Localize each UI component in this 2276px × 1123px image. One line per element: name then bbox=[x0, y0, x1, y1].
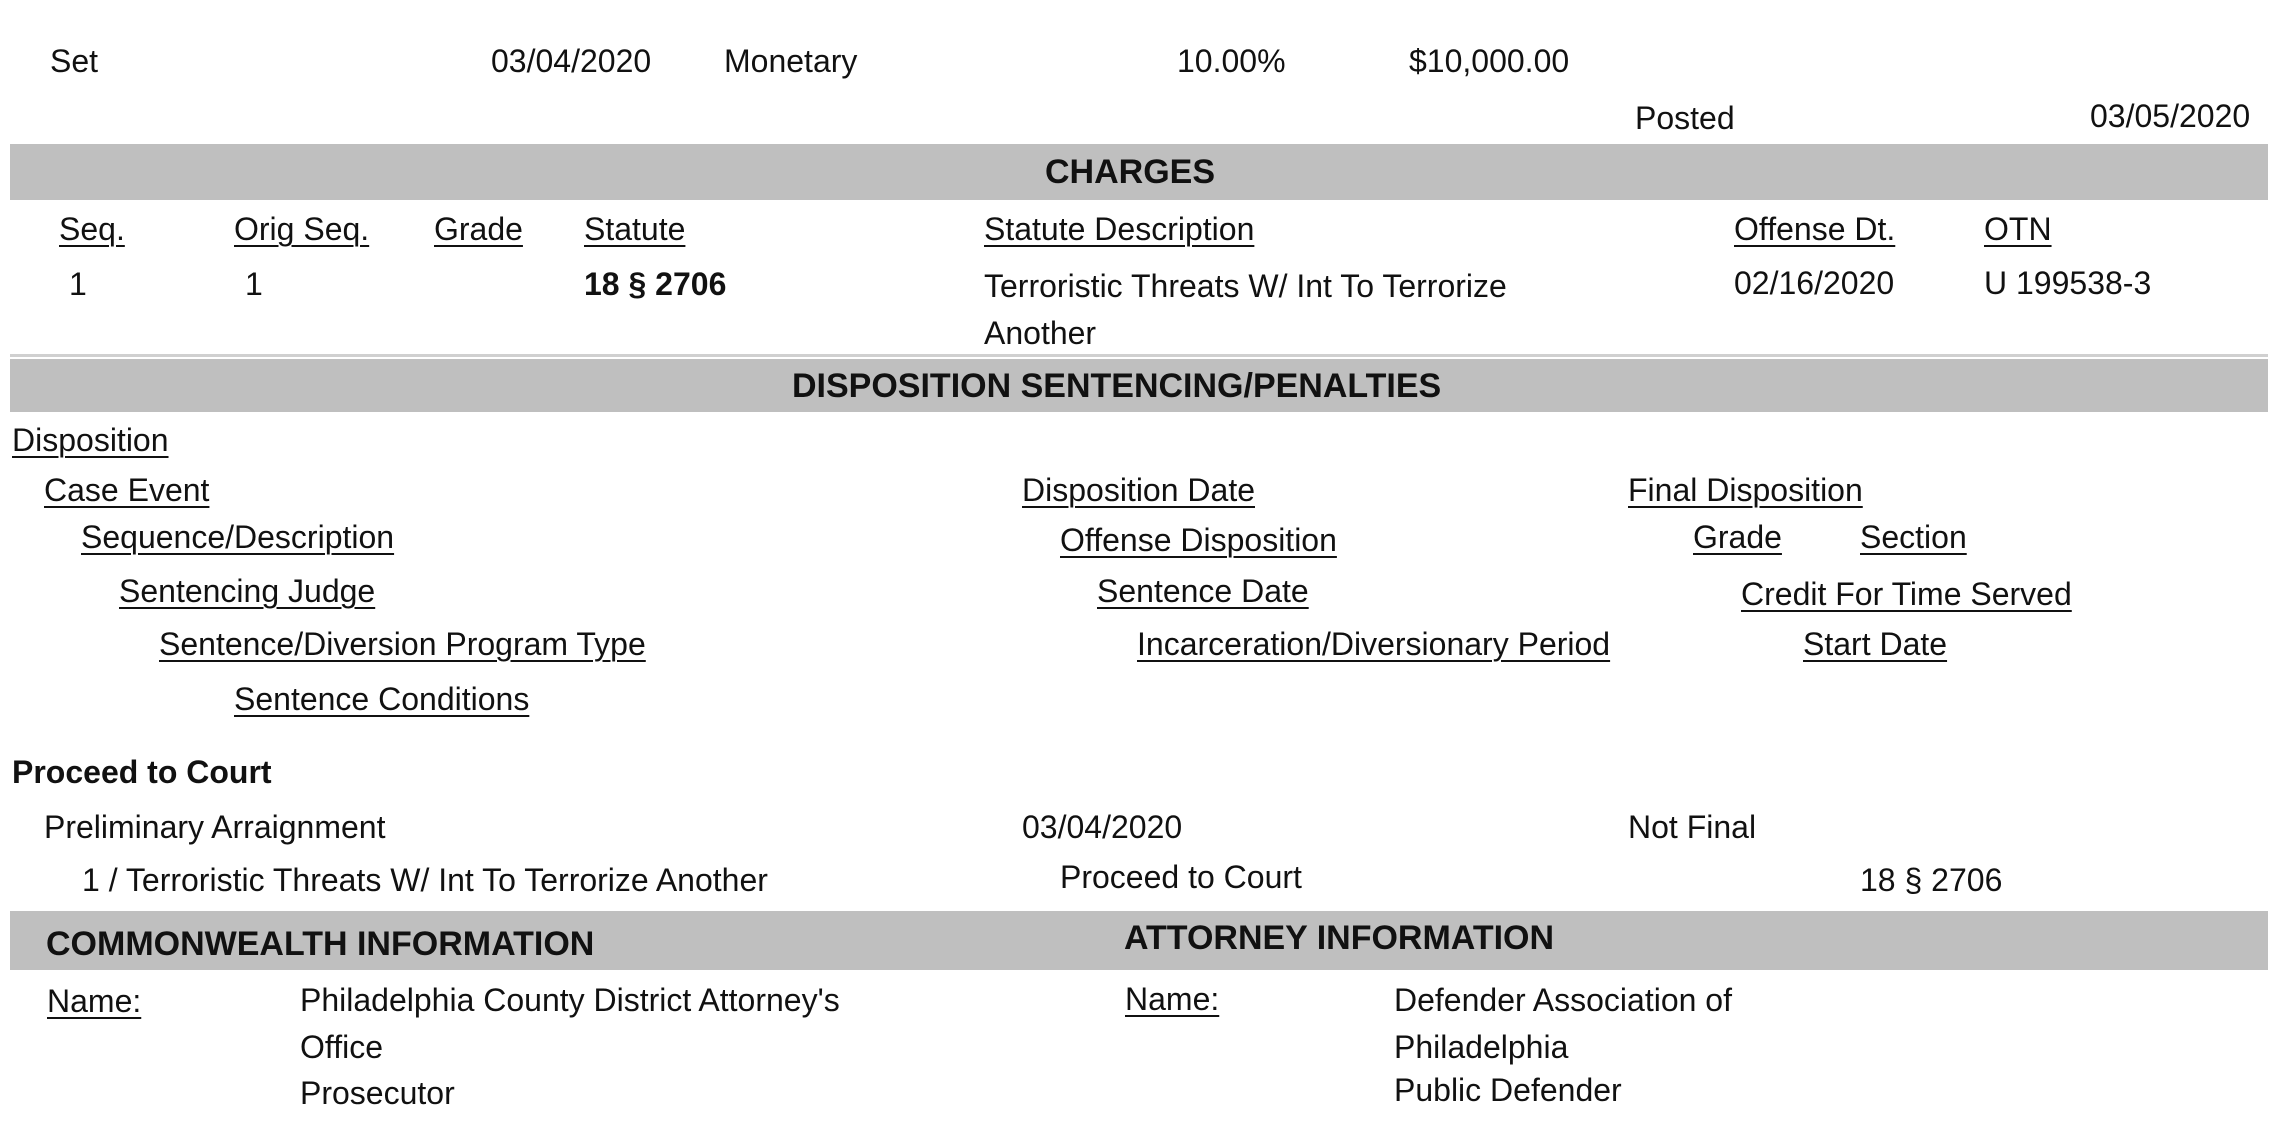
charges-divider bbox=[10, 354, 2268, 357]
bail-percentage: 10.00% bbox=[1177, 43, 1286, 79]
legend-sentence-program-type: Sentence/Diversion Program Type bbox=[159, 626, 646, 662]
legend-offense-disposition: Offense Disposition bbox=[1060, 522, 1337, 558]
charges-header-statute-description: Statute Description bbox=[984, 211, 1255, 247]
charges-title: CHARGES bbox=[1045, 153, 1216, 191]
charge-otn: U 199538-3 bbox=[1984, 265, 2152, 301]
final-disposition-value: Not Final bbox=[1628, 809, 1757, 845]
disposition-header-band bbox=[10, 359, 2268, 412]
legend-disposition: Disposition bbox=[12, 422, 169, 458]
bail-date: 03/04/2020 bbox=[491, 43, 652, 79]
legend-sentence-date: Sentence Date bbox=[1097, 573, 1309, 609]
commonwealth-name-label: Name: bbox=[47, 983, 142, 1019]
legend-sentencing-judge: Sentencing Judge bbox=[119, 573, 376, 609]
bail-posted-date: 03/05/2020 bbox=[2090, 98, 2251, 134]
bail-type: Set bbox=[50, 43, 99, 79]
offense-disposition-value: Proceed to Court bbox=[1060, 859, 1302, 895]
legend-disposition-date: Disposition Date bbox=[1022, 472, 1255, 508]
charges-header-orig-seq: Orig Seq. bbox=[234, 211, 370, 247]
legend-case-event: Case Event bbox=[44, 472, 210, 508]
attorney-name-label: Name: bbox=[1125, 981, 1220, 1017]
case-event-value: Preliminary Arraignment bbox=[44, 809, 386, 845]
disposition-value: Proceed to Court bbox=[12, 754, 272, 790]
charges-header-otn: OTN bbox=[1984, 211, 2052, 247]
commonwealth-name-line2: Office bbox=[300, 1029, 383, 1065]
charge-offense-date: 02/16/2020 bbox=[1734, 265, 1895, 301]
legend-section: Section bbox=[1860, 519, 1967, 555]
legend-credit-for-time-served: Credit For Time Served bbox=[1741, 576, 2072, 612]
legend-start-date: Start Date bbox=[1803, 626, 1948, 662]
legend-sequence-description: Sequence/Description bbox=[81, 519, 395, 555]
charge-seq: 1 bbox=[69, 266, 87, 302]
legend-sentence-conditions: Sentence Conditions bbox=[234, 681, 530, 717]
legend-grade: Grade bbox=[1693, 519, 1782, 555]
charges-header-seq: Seq. bbox=[59, 211, 125, 247]
charges-header-statute: Statute bbox=[584, 211, 686, 247]
charges-header-offense-date: Offense Dt. bbox=[1734, 211, 1896, 247]
attorney-role: Public Defender bbox=[1394, 1072, 1622, 1108]
sequence-description-value: 1 / Terroristic Threats W/ Int To Terrorize Another bbox=[82, 862, 768, 898]
legend-incarceration-period: Incarceration/Diversionary Period bbox=[1137, 626, 1611, 662]
attorney-name-line2: Philadelphia bbox=[1394, 1029, 1569, 1065]
bail-kind: Monetary bbox=[724, 43, 858, 79]
charge-description-line2: Another bbox=[984, 315, 1097, 351]
charge-description-line1: Terroristic Threats W/ Int To Terrorize bbox=[984, 268, 1507, 304]
section-value: 18 § 2706 bbox=[1860, 862, 2003, 898]
commonwealth-role: Prosecutor bbox=[300, 1075, 455, 1111]
attorney-name-line1: Defender Association of bbox=[1394, 982, 1732, 1018]
charge-statute: 18 § 2706 bbox=[584, 266, 727, 302]
charges-header-band bbox=[10, 144, 2268, 200]
bail-posted-label: Posted bbox=[1635, 100, 1735, 136]
charge-orig-seq: 1 bbox=[245, 266, 263, 302]
disposition-date-value: 03/04/2020 bbox=[1022, 809, 1183, 845]
commonwealth-title: COMMONWEALTH INFORMATION bbox=[46, 925, 595, 963]
charges-header-grade: Grade bbox=[434, 211, 523, 247]
legend-final-disposition: Final Disposition bbox=[1628, 472, 1863, 508]
parties-header-band bbox=[10, 911, 2268, 970]
attorney-title: ATTORNEY INFORMATION bbox=[1124, 919, 1555, 957]
commonwealth-name-line1: Philadelphia County District Attorney's bbox=[300, 982, 840, 1018]
disposition-title: DISPOSITION SENTENCING/PENALTIES bbox=[792, 367, 1442, 405]
bail-amount: $10,000.00 bbox=[1409, 43, 1570, 79]
